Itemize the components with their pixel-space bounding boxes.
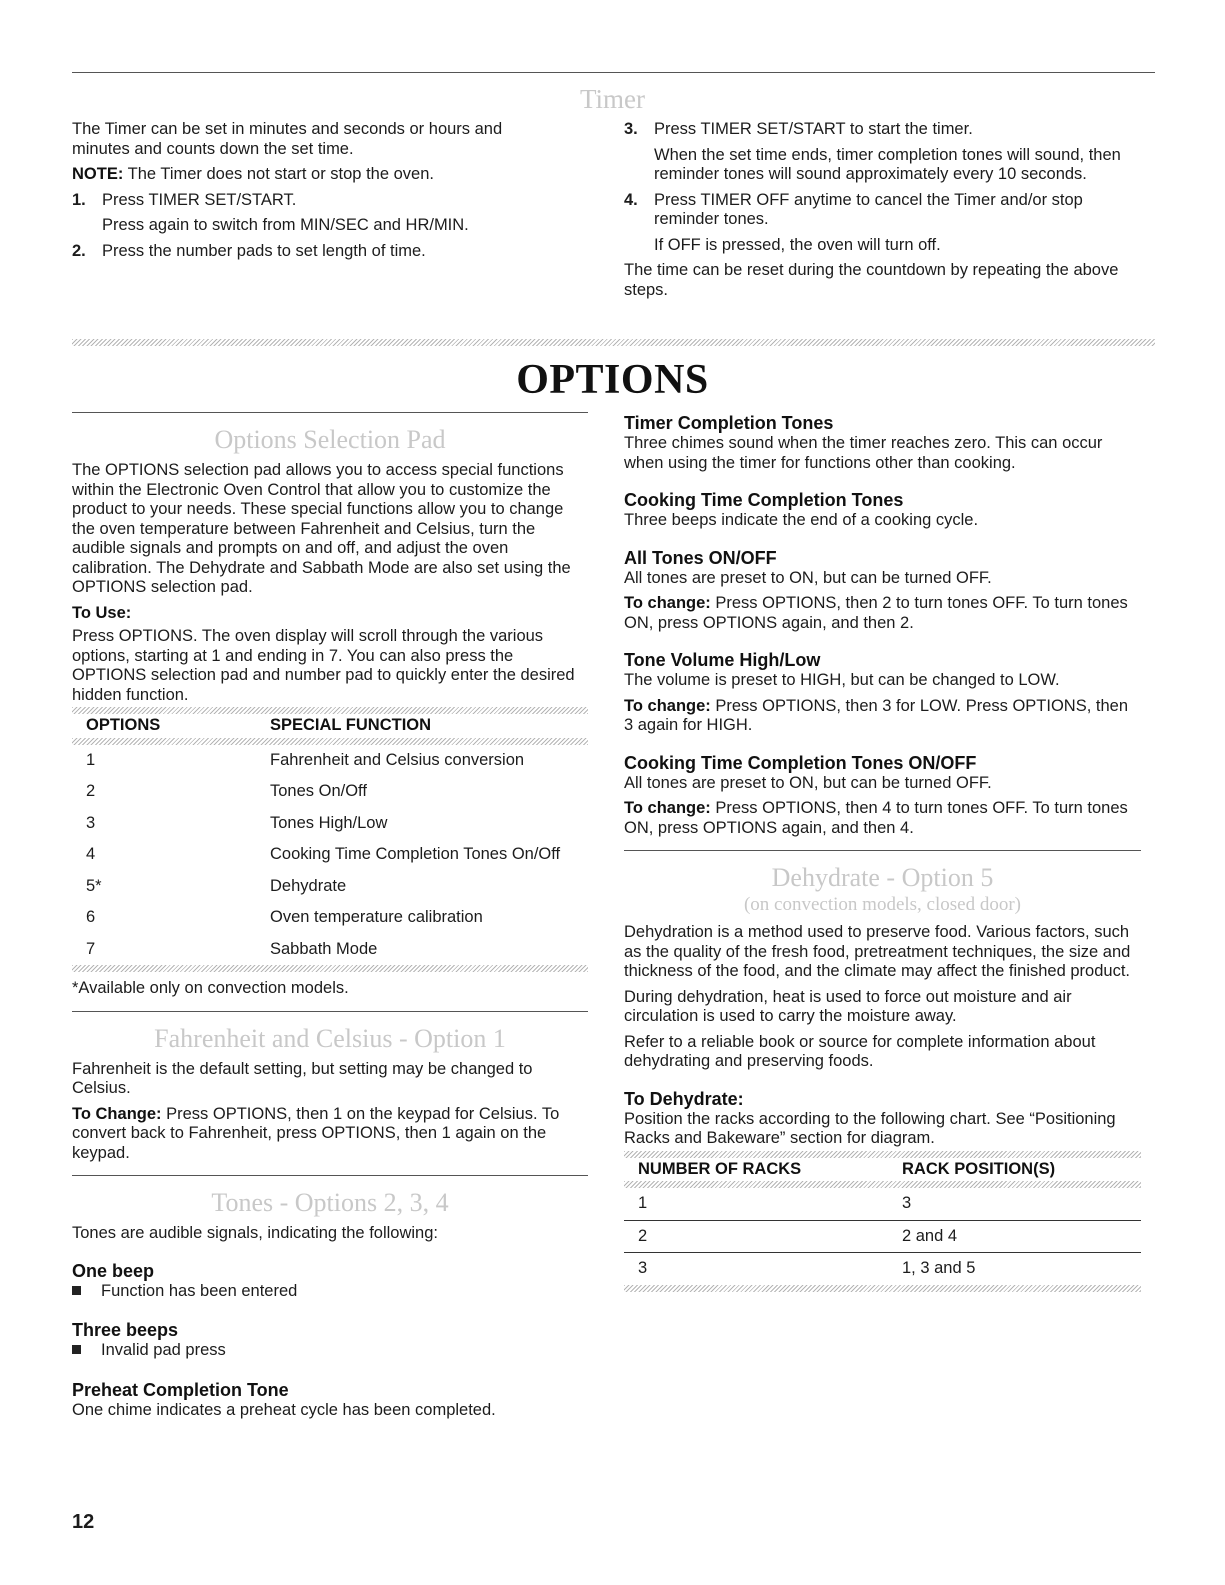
table-row — [72, 871, 588, 903]
timer-step-1 — [72, 191, 550, 211]
tone-volume-text: The volume is preset to HIGH, but can be changed to LOW. — [624, 671, 1060, 689]
option-number: 7 — [86, 939, 96, 958]
rack-count: 2 — [624, 1220, 888, 1253]
page-number: 12 — [72, 1511, 95, 1533]
all-tones-heading: All Tones ON/OFF — [624, 547, 777, 568]
cooking-completion-text: Three beeps indicate the end of a cooking cycle. — [624, 511, 979, 529]
timer-note — [72, 165, 550, 185]
step-number: 4. — [624, 190, 638, 209]
to-dehydrate-text: Position the racks according to the following chart. See “Positioning Racks and Bakeware” section for diagram. — [624, 1109, 1116, 1147]
preheat-heading: Preheat Completion Tone — [72, 1379, 289, 1400]
table-row — [624, 1220, 1141, 1253]
tone-volume-heading: Tone Volume High/Low — [624, 650, 821, 670]
header-options: OPTIONS — [86, 716, 161, 734]
timer-completion-heading: Timer Completion Tones — [624, 413, 834, 433]
rack-count: 3 — [638, 1259, 648, 1277]
step-number: 2. — [72, 241, 86, 260]
timer-step-3 — [624, 120, 1139, 140]
rack-table — [624, 1158, 1141, 1285]
to-change-text: Press OPTIONS, then 1 on the keypad for Celsius. To convert back to Fahrenheit, press OPTIONS, then 1 again on the keypad. — [72, 1104, 560, 1162]
table-row — [72, 934, 588, 966]
fahrenheit-celsius-title: Fahrenheit and Celsius - Option 1 — [154, 1023, 506, 1053]
step-text: Press TIMER SET/START. — [102, 190, 297, 209]
note-label: NOTE: — [72, 165, 124, 183]
dehydrate-p2: During dehydration, heat is used to force out moisture and air circulation is used to carry the moisture away. — [624, 987, 1072, 1025]
table-row — [624, 1253, 1141, 1285]
table-header-hatch — [72, 738, 588, 745]
to-use-text: Press OPTIONS. The oven display will scroll through the various options, starting at 1 and ending in 7. You can also press the OPTIONS selection pad and number pad to quickly enter the desired hidden function. — [72, 627, 575, 704]
timer-step-2 — [72, 242, 550, 262]
option-number: 1 — [86, 750, 96, 769]
option-number: 2 — [86, 782, 96, 800]
rule — [72, 412, 588, 413]
timer-completion-text: Three chimes sound when the timer reaches zero. This can occur when using the timer for functions other than cooking. — [624, 434, 1103, 472]
cooking-onoff-change — [624, 799, 1141, 838]
bullet-icon — [72, 1286, 81, 1295]
bullet-icon — [72, 1345, 81, 1354]
rack-position: 2 and 4 — [888, 1220, 1141, 1253]
step-text: Press TIMER OFF anytime to cancel the Timer and/or stop reminder tones. — [654, 190, 1083, 228]
table-row — [72, 776, 588, 808]
to-change-label: To change: — [624, 696, 711, 715]
fahrenheit-body: Fahrenheit is the default setting, but setting may be changed to Celsius. — [72, 1059, 533, 1097]
option-number: 6 — [86, 908, 96, 926]
cooking-onoff-text: All tones are preset to ON, but can be turned OFF. — [624, 773, 992, 792]
three-beeps-heading: Three beeps — [72, 1320, 179, 1340]
dehydrate-subtitle: (on convection models, closed door) — [743, 894, 1021, 915]
to-change-label: To change: — [624, 594, 711, 612]
table-row — [72, 808, 588, 840]
to-dehydrate-heading: To Dehydrate: — [624, 1088, 744, 1109]
rack-position: 1, 3 and 5 — [902, 1259, 976, 1277]
options-title: OPTIONS — [516, 357, 709, 403]
options-table-header — [72, 714, 588, 738]
option-function: Tones High/Low — [270, 813, 388, 832]
table-row — [624, 1188, 1141, 1220]
to-use-label: To Use: — [72, 603, 132, 622]
header-number-of-racks: NUMBER OF RACKS — [638, 1159, 802, 1178]
tones-title: Tones - Options 2, 3, 4 — [211, 1188, 449, 1217]
timer-step-4 — [624, 191, 1139, 230]
table-bottom-hatch — [72, 965, 588, 972]
rack-position: 3 — [888, 1188, 1141, 1220]
options-selection-pad-title: Options Selection Pad — [214, 425, 446, 454]
rack-count: 1 — [624, 1188, 888, 1220]
step-text: Press the number pads to set length of time. — [102, 241, 426, 260]
timer-reset-note: The time can be reset during the countdown by repeating the above steps. — [624, 261, 1119, 299]
options-right-column — [624, 412, 1141, 1292]
to-change-text: Press OPTIONS, then 4 to turn tones OFF. To turn tones ON, press OPTIONS again, and then 4. — [624, 799, 1128, 837]
option-function: Cooking Time Completion Tones On/Off — [270, 845, 561, 863]
to-change-text: Press OPTIONS, then 2 to turn tones OFF. To turn tones ON, press OPTIONS again, and then 2. — [624, 594, 1128, 632]
table-top-hatch — [72, 707, 588, 714]
step-number: 3. — [624, 120, 638, 138]
table-row — [72, 902, 588, 934]
cooking-onoff-heading: Cooking Time Completion Tones ON/OFF — [624, 752, 977, 773]
header-special-function: SPECIAL FUNCTION — [270, 716, 432, 734]
dehydrate-p3: Refer to a reliable book or source for complete information about dehydrating and preserving foods. — [624, 1032, 1096, 1070]
to-change-label: To Change: — [72, 1104, 162, 1123]
list-item — [72, 1341, 588, 1361]
timer-step-1-sub: Press again to switch from MIN/SEC and HR/MIN. — [102, 216, 469, 234]
rule — [72, 1175, 588, 1176]
timer-step-4-sub: If OFF is pressed, the oven will turn off. — [654, 235, 941, 254]
timer-intro: The Timer can be set in minutes and seconds or hours and minutes and counts down the set time. — [72, 120, 503, 158]
rule — [624, 850, 1141, 851]
header-rack-positions: RACK POSITION(S) — [902, 1159, 1056, 1178]
to-change-label: To change: — [624, 799, 711, 817]
option-function: Fahrenheit and Celsius conversion — [270, 750, 525, 769]
top-rule — [72, 72, 1155, 73]
rule — [72, 1011, 588, 1012]
timer-step-3-sub: When the set time ends, timer completion tones will sound, then reminder tones will sound approximately every 10 seconds. — [654, 145, 1121, 183]
rack-table-bottom-hatch — [624, 1285, 1141, 1292]
list-item-text: Invalid pad press — [101, 1341, 226, 1359]
option-function: Sabbath Mode — [270, 939, 378, 958]
table-footnote: *Available only on convection models. — [72, 979, 349, 997]
options-table — [72, 714, 588, 965]
rack-table-top-hatch — [624, 1151, 1141, 1158]
rack-table-header-hatch — [624, 1181, 1141, 1188]
option-number: 4 — [86, 845, 96, 863]
rack-table-header — [624, 1158, 1141, 1182]
fahrenheit-change — [72, 1105, 588, 1164]
option-number: 5* — [86, 876, 102, 895]
option-number: 3 — [86, 813, 96, 832]
cooking-completion-heading: Cooking Time Completion Tones — [624, 490, 904, 510]
tone-volume-change — [624, 697, 1141, 736]
list-item-text: Function has been entered — [101, 1281, 298, 1300]
options-left-column — [72, 412, 588, 1420]
option-function: Dehydrate — [270, 876, 347, 895]
all-tones-text: All tones are preset to ON, but can be turned OFF. — [624, 568, 992, 587]
timer-left-column — [72, 120, 550, 267]
dehydrate-p1: Dehydration is a method used to preserve food. Various factors, such as the quality of the fresh food, pretreatment techniques, the size and thickness of the food, and the climate may affect the finished product. — [624, 923, 1131, 980]
timer-section-title: Timer — [579, 84, 646, 114]
one-beep-heading: One beep — [72, 1260, 155, 1281]
table-row — [72, 839, 588, 871]
step-text: Press TIMER SET/START to start the timer. — [654, 120, 973, 138]
all-tones-change — [624, 594, 1141, 633]
option-function: Tones On/Off — [270, 782, 367, 800]
timer-right-column — [624, 120, 1139, 300]
preheat-text: One chime indicates a preheat cycle has been completed. — [72, 1400, 496, 1419]
selection-pad-body: The OPTIONS selection pad allows you to access special functions within the Electronic Oven Control that allow you to customize the product to your needs. These special functions allow you to change the oven temperature between Fahrenheit and Celsius, turn the audible signals and prompts on and off, and adjust the oven calibration. The Dehydrate and Sabbath Mode are also set using the OPTIONS selection pad. — [72, 461, 571, 596]
tones-intro: Tones are audible signals, indicating the following: — [72, 1224, 438, 1242]
table-row — [72, 745, 588, 777]
section-divider — [72, 339, 1155, 346]
note-text: The Timer does not start or stop the oven. — [123, 165, 434, 183]
option-function: Oven temperature calibration — [270, 908, 483, 926]
to-change-text: Press OPTIONS, then 3 for LOW. Press OPTIONS, then 3 again for HIGH. — [624, 696, 1128, 734]
step-number: 1. — [72, 190, 86, 209]
dehydrate-title: Dehydrate - Option 5 — [771, 863, 994, 892]
list-item — [72, 1282, 588, 1302]
